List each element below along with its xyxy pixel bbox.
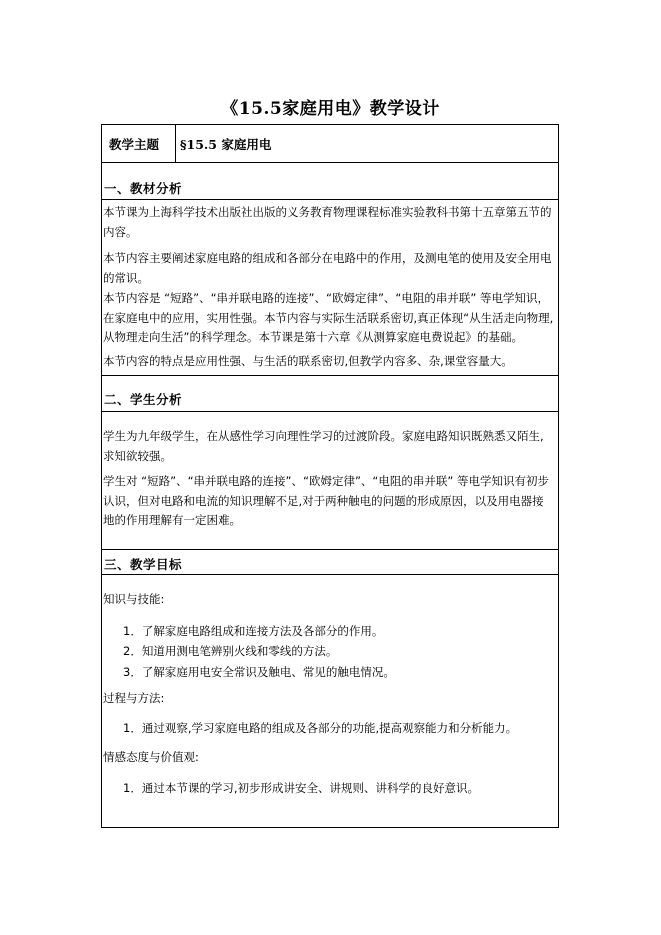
row-divider — [102, 411, 558, 412]
lesson-plan-table — [101, 124, 559, 828]
topic-row — [102, 125, 558, 162]
row-divider — [102, 375, 558, 376]
section-heading-objectives: 三、教学目标 — [104, 557, 183, 572]
objective-item: 1．通过本节课的学习,初步形成讲安全、讲规则、讲科学的良好意识。 — [123, 781, 479, 795]
objective-item: 2．知道用测电笔辨别火线和零线的方法。 — [123, 644, 338, 658]
objective-group-label: 情感态度与价值观: — [103, 750, 199, 764]
objective-item: 1．了解家庭电路组成和连接方法及各部分的作用。 — [123, 624, 384, 638]
topic-divider — [175, 125, 176, 162]
section-heading-materials: 一、教材分析 — [104, 181, 183, 196]
objective-item: 3．了解家庭用电安全常识及触电、常见的触电情况。 — [123, 665, 395, 679]
paragraph: 本节内容的特点是应用性强、与生活的联系密切,但教学内容多、杂,课堂容量大。 — [103, 354, 513, 368]
document-title: 《15.5家庭用电》教学设计 — [221, 99, 440, 119]
objective-group-label: 知识与技能: — [103, 592, 165, 606]
paragraph: 本节课为上海科学技术出版社出版的义务教育物理课程标准实验教科书第十五章第五节的内容。 — [103, 205, 552, 239]
paragraph: 本节内容是 “短路”、“串并联电路的连接”、“欧姆定律”、“电阻的串并联” 等电学知识，在家庭电中的应用，实用性强。本节内容与实际生活联系密切,真正体现“从生活走向物理,从物理走向生活”的科学理念。本节课是第十六章《从测算家庭电费说起》的基础。 — [103, 291, 554, 344]
section-heading-students: 二、学生分析 — [104, 392, 183, 407]
row-divider — [102, 549, 558, 550]
topic-label: 教学主题 — [109, 136, 160, 152]
objective-item: 1．通过观察,学习家庭电路的组成及各部分的功能,提高观察能力和分析能力。 — [123, 721, 518, 735]
paragraph: 学生为九年级学生，在从感性学习向理性学习的过渡阶段。家庭电路知识既熟悉又陌生,求知欲较强。 — [103, 429, 544, 463]
topic-value: §15.5 家庭用电 — [180, 136, 272, 152]
row-divider — [102, 574, 558, 575]
row-divider — [102, 199, 558, 200]
objective-group-label: 过程与方法: — [103, 691, 165, 705]
paragraph: 本节内容主要阐述家庭电路的组成和各部分在电路中的作用，及测电笔的使用及安全用电的常识。 — [103, 251, 552, 285]
paragraph: 学生对 “短路”、“串并联电路的连接”、“欧姆定律”、“电阻的串并联” 等电学知识有初步认识，但对电路和电流的知识理解不足,对于两种触电的问题的形成原因，以及用电器接地的作用理解有一定困难。 — [103, 474, 549, 527]
row-divider — [102, 162, 558, 163]
